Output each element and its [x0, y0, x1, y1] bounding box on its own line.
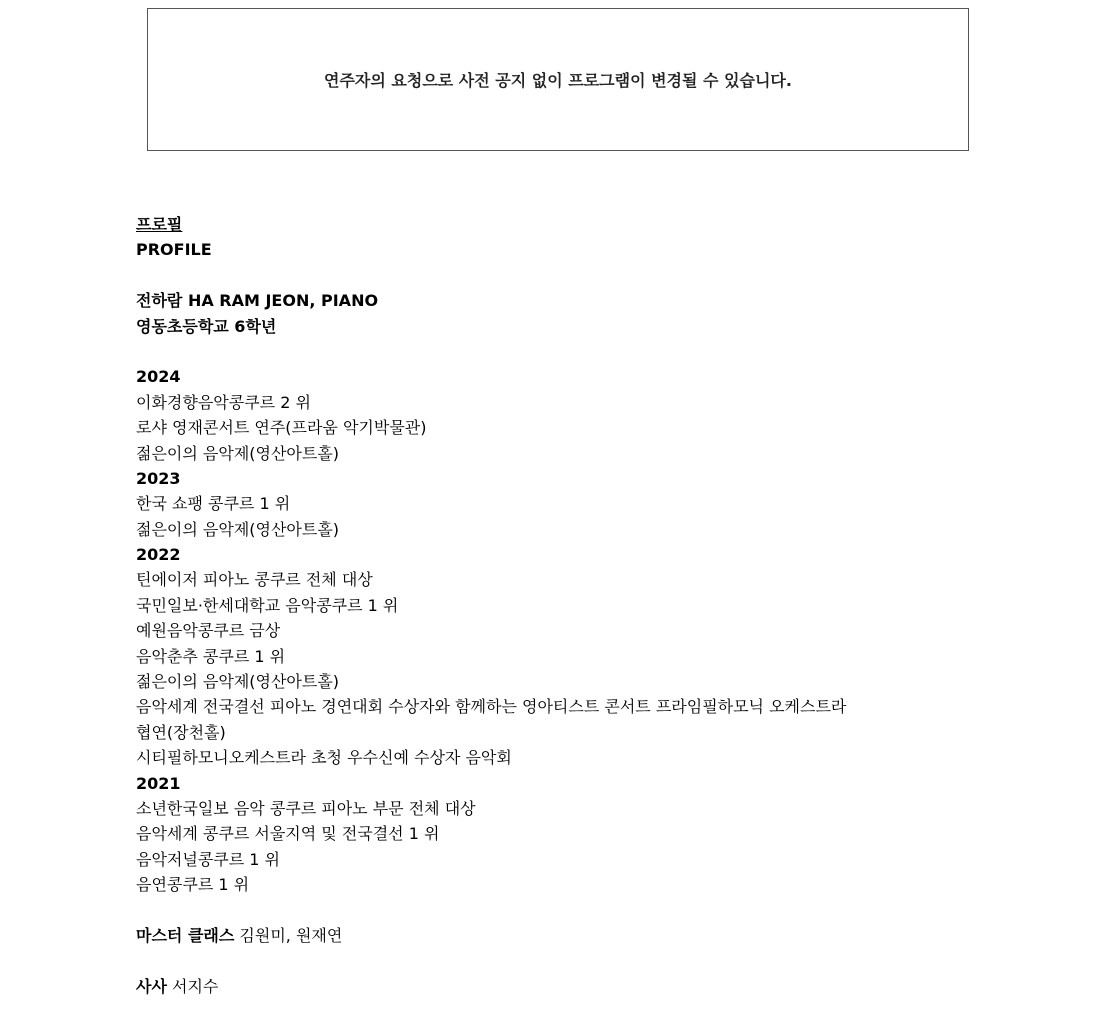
list-item: 협연(장천홀) [136, 722, 226, 742]
year-heading: 2022 [136, 545, 181, 565]
list-item: 로샤 영재콘서트 연주(프라움 악기박물관) [136, 418, 427, 438]
teacher-value: 서지수 [172, 976, 219, 996]
list-item: 틴에이저 피아노 콩쿠르 전체 대상 [136, 570, 373, 590]
master-class-value: 김원미, 원재연 [239, 925, 343, 945]
list-item: 음악저널콩쿠르 1 위 [136, 849, 280, 869]
list-item: 한국 쇼팽 콩쿠르 1 위 [136, 494, 291, 514]
profile-heading-korean: 프로필 [136, 215, 183, 234]
spacer [136, 948, 1036, 973]
list-item: 젊은이의 음악제(영산아트홀) [136, 672, 340, 692]
year-heading: 2024 [136, 367, 181, 387]
year-heading: 2023 [136, 468, 181, 488]
list-item: 예원음악콩쿠르 금상 [136, 621, 281, 641]
list-item: 음악춘추 콩쿠르 1 위 [136, 646, 286, 666]
year-heading: 2021 [136, 773, 181, 793]
list-item: 국민일보·한세대학교 음악콩쿠르 1 위 [136, 595, 399, 615]
list-item: 이화경향음악콩쿠르 2 위 [136, 392, 311, 412]
spacer [136, 339, 1036, 364]
list-item: 젊은이의 음악제(영산아트홀) [136, 443, 340, 463]
list-item: 음악세계 전국결선 피아노 경연대회 수상자와 함께하는 영아티스트 콘서트 프라임필하모닉 오케스트라 [136, 697, 847, 717]
career-list [136, 364, 1036, 897]
performer-school: 영동초등학교 6학년 [136, 316, 277, 336]
list-item: 음악세계 콩쿠르 서울지역 및 전국결선 1 위 [136, 824, 440, 844]
performer-name: 전하람 HA RAM JEON, PIANO [136, 291, 379, 311]
profile-heading-english: PROFILE [136, 240, 212, 260]
list-item: 음연콩쿠르 1 위 [136, 875, 250, 895]
teacher-label: 사사 [136, 976, 167, 996]
teacher-row [136, 974, 1036, 999]
profile-section [136, 212, 1036, 999]
master-class-label: 마스터 클래스 [136, 925, 235, 945]
master-class-row [136, 923, 1036, 948]
spacer [136, 263, 1036, 288]
list-item: 젊은이의 음악제(영산아트홀) [136, 519, 340, 539]
spacer [136, 898, 1036, 923]
program-notice-box [147, 8, 969, 151]
list-item: 소년한국일보 음악 콩쿠르 피아노 부문 전체 대상 [136, 798, 476, 818]
program-notice-text: 연주자의 요청으로 사전 공지 없이 프로그램이 변경될 수 있습니다. [324, 71, 792, 90]
list-item: 시티필하모니오케스트라 초청 우수신예 수상자 음악회 [136, 748, 512, 768]
